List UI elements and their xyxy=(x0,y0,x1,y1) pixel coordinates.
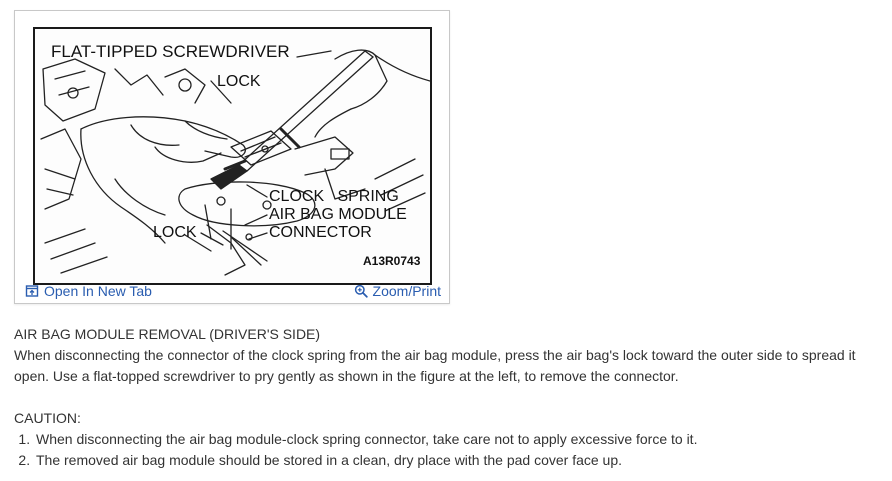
illustration-drawing xyxy=(35,29,430,283)
zoom-magnifier-icon xyxy=(354,284,368,298)
figure-code: A13R0743 xyxy=(363,254,421,268)
figure-toolbar xyxy=(15,279,449,303)
label-lock-bottom: LOCK xyxy=(153,224,197,241)
section-heading: AIR BAG MODULE REMOVAL (DRIVER'S SIDE) xyxy=(14,326,321,342)
open-in-new-tab-link[interactable] xyxy=(25,283,152,299)
caution-heading: CAUTION: xyxy=(14,410,81,426)
open-new-tab-icon xyxy=(25,284,39,298)
zoom-print-label: Zoom/Print xyxy=(372,283,441,299)
label-flat-tipped-screwdriver: FLAT-TIPPED SCREWDRIVER xyxy=(51,42,290,61)
caution-list xyxy=(14,429,884,471)
zoom-print-link[interactable] xyxy=(354,283,441,299)
open-in-new-tab-label: Open In New Tab xyxy=(44,283,152,299)
article-content xyxy=(14,324,884,471)
caution-item: 2. The removed air bag module should be stored in a clean, dry place with the pad cover face up. xyxy=(34,450,884,471)
figure-card xyxy=(14,10,450,304)
caution-item: 1. When disconnecting the air bag module-clock spring connector, take care not to apply excessive force to it. xyxy=(34,429,884,450)
label-connector: CONNECTOR xyxy=(269,224,372,241)
label-lock-top: LOCK xyxy=(217,73,261,90)
label-clock-spring: CLOCK SPRING xyxy=(269,188,399,205)
technical-illustration[interactable] xyxy=(33,27,432,285)
label-air-bag-module: AIR BAG MODULE xyxy=(269,206,407,223)
procedure-paragraph: When disconnecting the connector of the clock spring from the air bag module, press the air bag's lock toward the outer side to spread it open. Use a flat-topped screwdriver to pry gently as shown in the figure at the left, to remove the connector. xyxy=(14,347,856,384)
